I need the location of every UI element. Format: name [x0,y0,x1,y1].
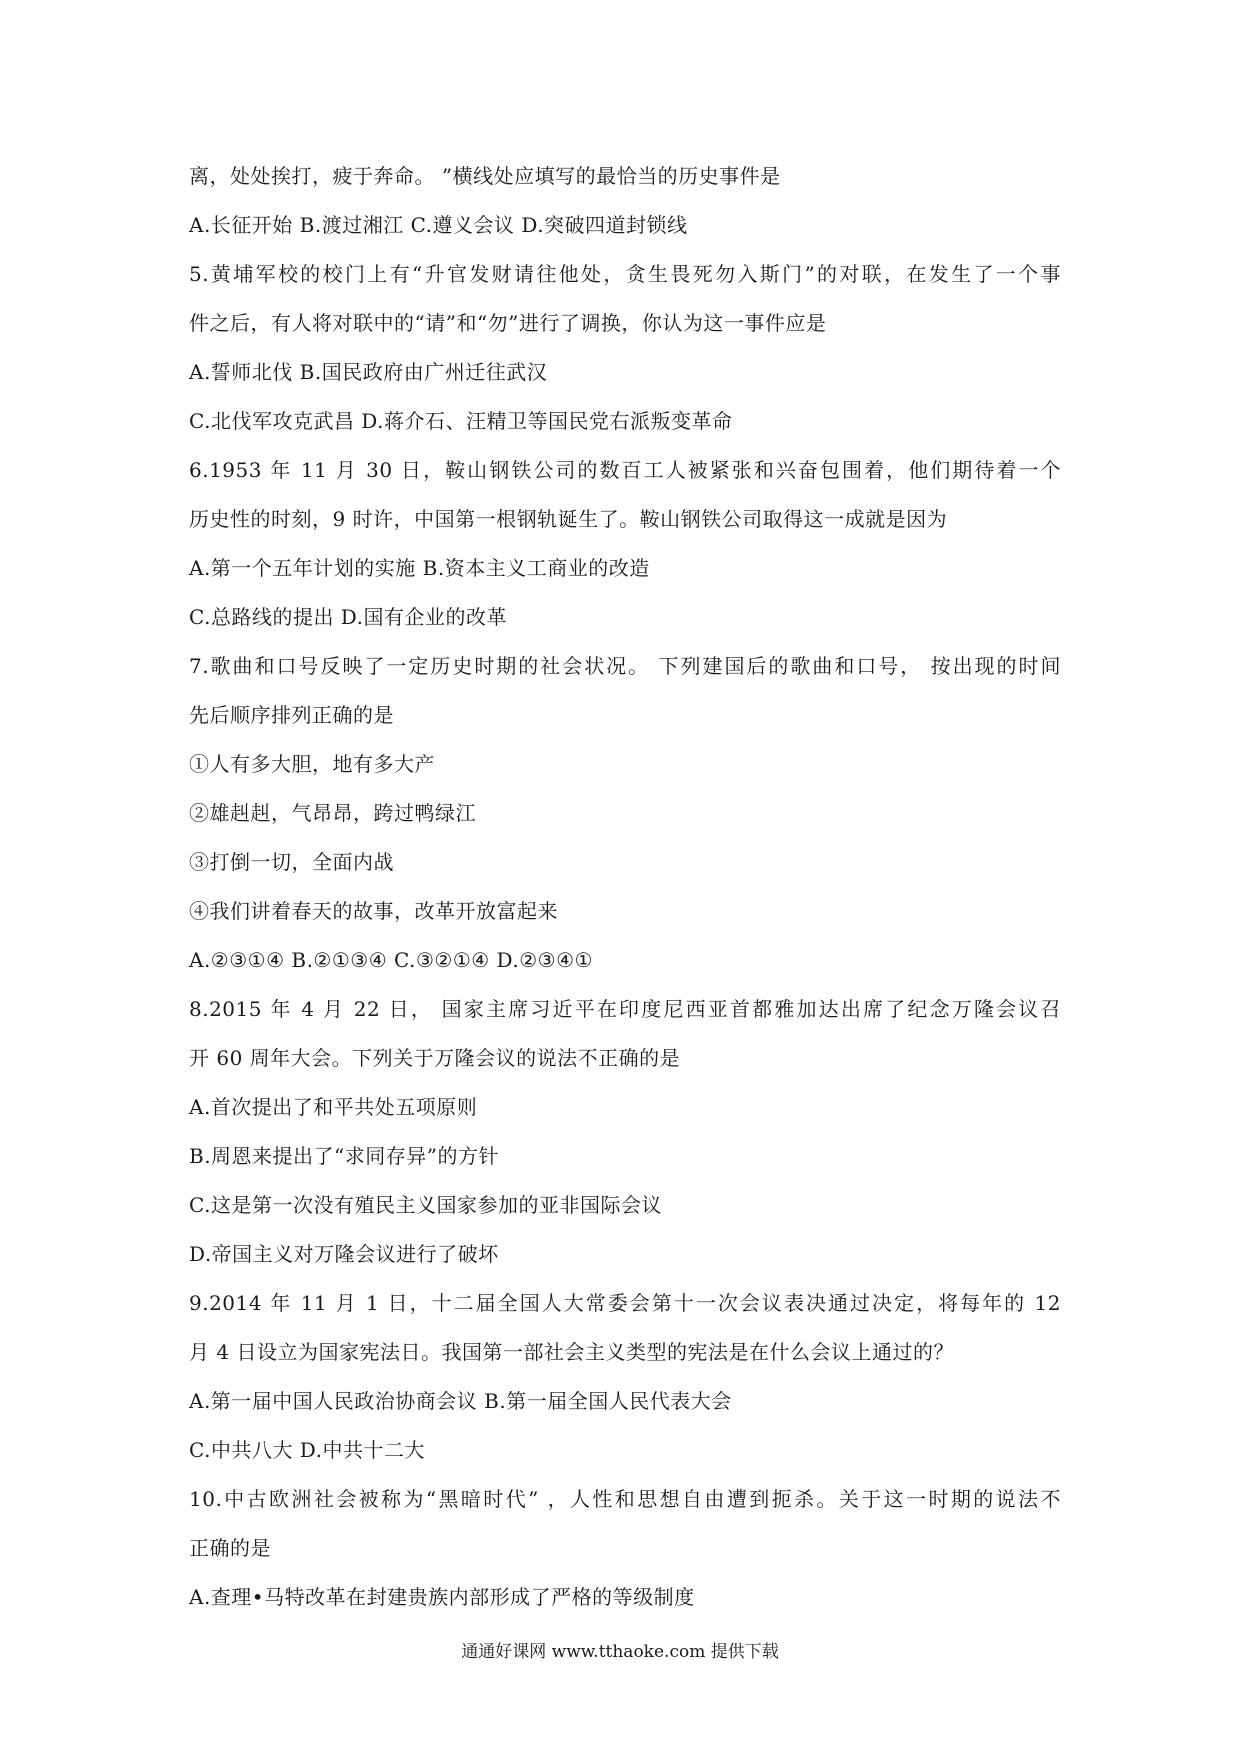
text-line: A.誓师北伐 B.国民政府由广州迁往武汉 [189,360,548,384]
text-line: 9.2014 年 11 月 1 日，十二届全国人大常委会第十一次会议表决通过决定，将每年的 12 [189,1291,1061,1315]
text-line: ④我们讲着春天的故事，改革开放富起来 [189,899,558,923]
text-line: A.第一届中国人民政治协商会议 B.第一届全国人民代表大会 [189,1389,732,1413]
text-line: A.长征开始 B.渡过湘江 C.遵义会议 D.突破四道封锁线 [189,213,688,237]
text-line: A.首次提出了和平共处五项原则 [189,1095,478,1119]
text-line: A.第一个五年计划的实施 B.资本主义工商业的改造 [189,556,650,580]
text-line: 8.2015 年 4 月 22 日， 国家主席习近平在印度尼西亚首都雅加达出席了纪念万隆会议召 [189,997,1061,1021]
text-line: C.这是第一次没有殖民主义国家参加的亚非国际会议 [189,1193,662,1217]
text-line: 件之后，有人将对联中的“请”和“勿”进行了调换，你认为这一事件应是 [189,311,827,335]
text-line: ③打倒一切，全面内战 [189,850,394,874]
text-line: 先后顺序排列正确的是 [189,703,394,727]
text-line: 7.歌曲和口号反映了一定历史时期的社会状况。 下列建国后的歌曲和口号， 按出现的时间 [189,654,1061,678]
text-line: ①人有多大胆，地有多大产 [189,752,435,776]
document-body [189,155,1061,1625]
text-line: 开 60 周年大会。下列关于万隆会议的说法不正确的是 [189,1046,681,1070]
page-footer: 通通好课网 www.tthaoke.com 提供下载 [461,1642,779,1662]
text-line: D.帝国主义对万隆会议进行了破坏 [189,1242,499,1266]
text-line: A.②③①④ B.②①③④ C.③②①④ D.②③④① [189,948,593,972]
text-line: 10.中古欧洲社会被称为“黑暗时代” ，人性和思想自由遭到扼杀。关于这一时期的说法不 [189,1487,1061,1511]
text-line: ②雄赳赳，气昂昂，跨过鸭绿江 [189,801,476,825]
text-line: C.北伐军攻克武昌 D.蒋介石、汪精卫等国民党右派叛变革命 [189,409,733,433]
text-line: 离，处处挨打，疲于奔命。 ”横线处应填写的最恰当的历史事件是 [189,164,781,188]
text-line: C.中共八大 D.中共十二大 [189,1438,425,1462]
text-line: A.查理•马特改革在封建贵族内部形成了严格的等级制度 [189,1585,695,1609]
text-line: C.总路线的提出 D.国有企业的改革 [189,605,507,629]
text-line: 5.黄埔军校的校门上有“升官发财请往他处，贪生畏死勿入斯门”的对联，在发生了一个事 [189,262,1061,286]
text-line: 6.1953 年 11 月 30 日，鞍山钢铁公司的数百工人被紧张和兴奋包围着，他们期待着一个 [189,458,1061,482]
text-line: 正确的是 [189,1536,271,1560]
text-line: 历史性的时刻，9 时许，中国第一根钢轨诞生了。鞍山钢铁公司取得这一成就是因为 [189,507,948,531]
text-line: 月 4 日设立为国家宪法日。我国第一部社会主义类型的宪法是在什么会议上通过的？ [189,1340,954,1364]
text-line: B.周恩来提出了“求同存异”的方针 [189,1144,500,1168]
